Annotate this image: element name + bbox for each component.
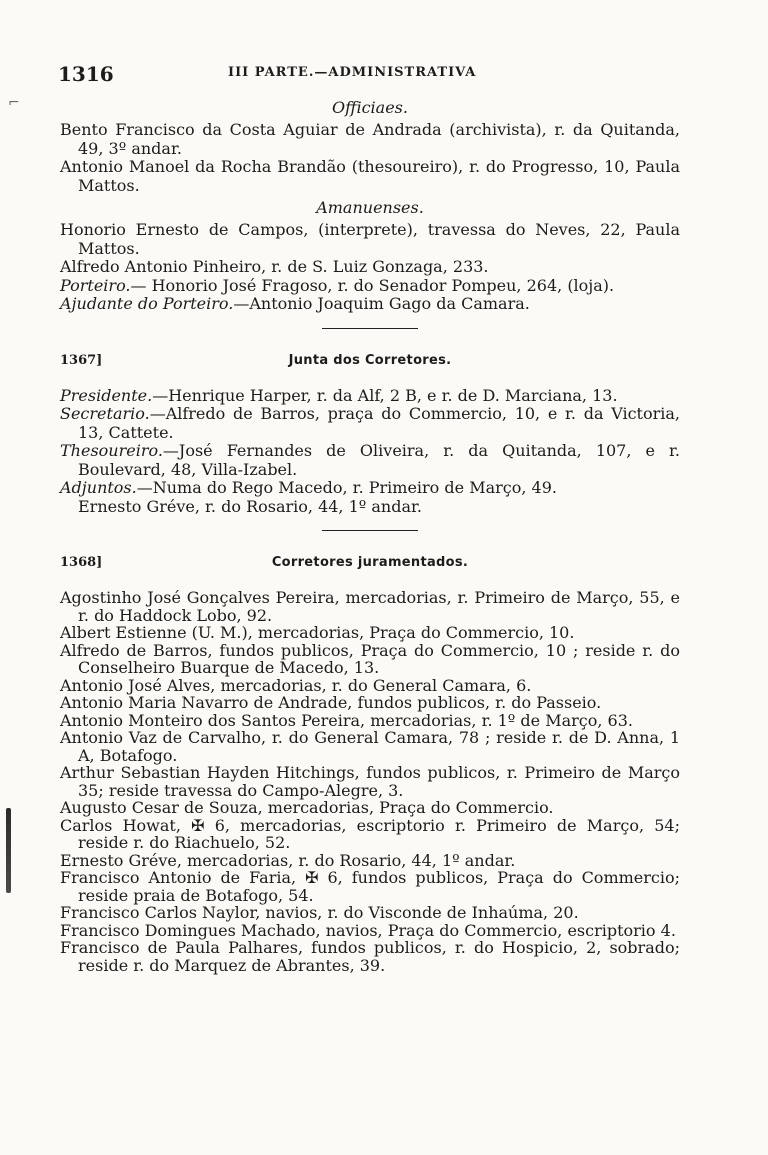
list-item: Antonio Maria Navarro de Andrade, fundos publicos, r. do Passeio. (60, 693, 602, 712)
list-item: Antonio Vaz de Carvalho, r. do General Camara, 78 ; reside r. de D. Anna, 1 A, Botafogo. (60, 728, 680, 765)
list-item: Ernesto Gréve, mercadorias, r. do Rosario, 44, 1º andar. (60, 850, 516, 870)
page-body (60, 95, 680, 974)
list-item: Carlos Howat, ✠ 6, mercadorias, escriptorio r. Primeiro de Março, 54; reside r. do Riachuelo, 52. (60, 815, 680, 852)
text-porteiro: — Honorio José Fragoso, r. do Senador Pompeu, 264, (loja). (130, 275, 615, 295)
heading-officiaes: Officiaes. (332, 98, 408, 117)
section-head-junta (60, 351, 680, 373)
list-item: Antonio Monteiro dos Santos Pereira, mercadorias, r. 1º de Março, 63. (60, 710, 633, 730)
list-item: Francisco Antonio de Faria, ✠ 6, fundos publicos, Praça do Commercio; reside praia de Botafogo, 54. (60, 868, 680, 905)
list-item: Arthur Sebastian Hayden Hitchings, fundos publicos, r. Primeiro de Março 35; reside travessa do Campo-Alegre, 3. (60, 763, 680, 800)
entry-amanuenses-2: Alfredo Antonio Pinheiro, r. de S. Luiz Gonzaga, 233. (60, 257, 489, 276)
entry-junta-adjunto-2: Ernesto Gréve, r. do Rosario, 44, 1º andar. (78, 496, 422, 516)
list-item: Francisco Carlos Naylor, navios, r. do Visconde de Inhaúma, 20. (60, 903, 579, 922)
section-title-junta: Junta dos Corretores. (288, 352, 452, 368)
entry-junta-presidente (60, 387, 680, 406)
running-title: III PARTE.—ADMINISTRATIVA (228, 65, 477, 80)
entry-amanuenses-1: Honorio Ernesto de Campos, (interprete), travessa do Neves, 22, Paula Mattos. (60, 220, 680, 258)
section-number-corretores: 1368] (60, 555, 103, 570)
entry-junta-secretario (60, 405, 680, 442)
entry-ajudante (60, 295, 680, 314)
section-head-corretores (60, 553, 680, 575)
list-item: Albert Estienne (U. M.), mercadorias, Praça do Commercio, 10. (60, 623, 575, 642)
list-item: Francisco Domingues Machado, navios, Praça do Commercio, escriptorio 4. (60, 920, 676, 940)
list-item: Antonio José Alves, mercadorias, r. do General Camara, 6. (60, 675, 532, 695)
heading-amanuenses: Amanuenses. (316, 198, 424, 217)
list-item: Francisco de Paula Palhares, fundos publicos, r. do Hospicio, 2, sobrado; reside r. do Marquez de Abrantes, 39. (60, 938, 680, 975)
margin-mark: ⌐ (8, 95, 20, 111)
entry-officiaes-2: Antonio Manoel da Rocha Brandão (thesoureiro), r. do Progresso, 10, Paula Mattos. (60, 157, 680, 195)
section-number-junta: 1367] (60, 352, 103, 368)
text-presidente: —Henrique Harper, r. da Alf, 2 B, e r. de D. Marciana, 13. (152, 385, 618, 405)
role-thesoureiro: Thesoureiro. (60, 441, 163, 460)
text-secretario: —Alfredo de Barros, praça do Commercio, 10, e r. da Victoria, 13, Cattete. (78, 404, 680, 442)
role-porteiro: Porteiro. (60, 275, 131, 295)
section-divider (322, 530, 418, 531)
section-divider (322, 328, 418, 329)
list-item: Alfredo de Barros, fundos publicos, Praça do Commercio, 10 ; reside r. do Conselheiro Buarque de Macedo, 13. (60, 640, 680, 677)
text-ajudante: —Antonio Joaquim Gago da Camara. (233, 294, 530, 313)
list-item: Agostinho José Gonçalves Pereira, mercadorias, r. Primeiro de Março, 55, e r. do Haddock Lobo, 92. (60, 588, 680, 625)
list-item: Augusto Cesar de Souza, mercadorias, Praça do Commercio. (60, 798, 554, 817)
page-number: 1316 (58, 62, 114, 86)
role-secretario: Secretario. (60, 404, 150, 423)
entry-junta-thesoureiro (60, 442, 680, 479)
running-head (58, 62, 678, 84)
section-title-corretores: Corretores juramentados. (271, 555, 469, 570)
entry-officiaes-1: Bento Francisco da Costa Aguiar de Andrada (archivista), r. da Quitanda, 49, 3º andar. (60, 120, 680, 158)
role-adjuntos: Adjuntos. (60, 478, 137, 497)
text-adjuntos: —Numa do Rego Macedo, r. Primeiro de Março, 49. (136, 478, 557, 497)
corretores-list (60, 589, 680, 974)
role-ajudante: Ajudante do Porteiro. (60, 294, 234, 313)
margin-ink-mark (6, 808, 11, 893)
role-presidente: Presidente. (60, 385, 153, 405)
entry-porteiro (60, 277, 680, 296)
entry-junta-adjuntos (60, 479, 680, 498)
text-thesoureiro: —José Fernandes de Oliveira, r. da Quitanda, 107, e r. Boulevard, 48, Villa-Izabel. (78, 441, 680, 479)
